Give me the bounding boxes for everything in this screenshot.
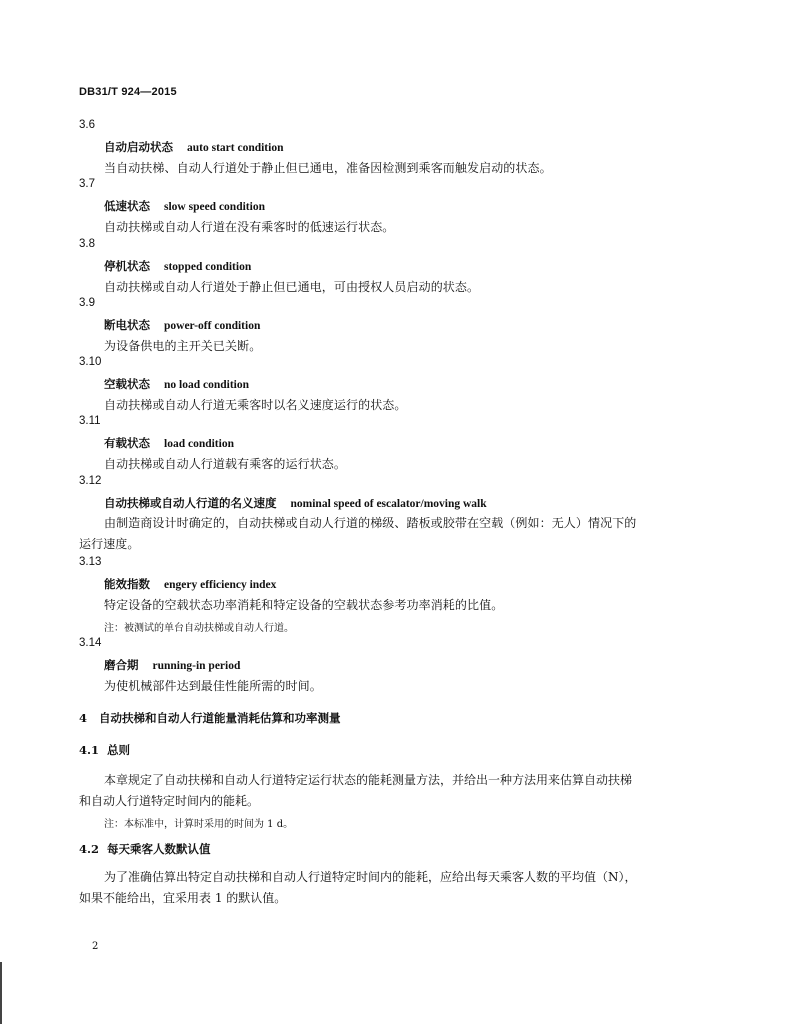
term-title-zh: 自动启动状态 — [104, 140, 173, 154]
term-title-en: engery efficiency index — [164, 578, 277, 591]
section-4-heading — [79, 710, 341, 726]
section-number: 4 — [79, 711, 88, 725]
term-definition: 自动扶梯或自动人行道处于静止但已通电，可由授权人员启动的状态。 — [104, 279, 480, 294]
term-title — [104, 657, 240, 673]
term-title-zh: 自动扶梯或自动人行道的名义速度 — [104, 495, 277, 510]
term-number: 3.9 — [79, 296, 95, 309]
term-title — [104, 258, 251, 274]
term-definition: 特定设备的空载状态功率消耗和特定设备的空载状态参考功率消耗的比值。 — [104, 597, 504, 612]
term-title-zh: 有载状态 — [104, 436, 150, 451]
term-definition: 由制造商设计时确定的，自动扶梯或自动人行道的梯级、踏板或胶带在空载（例如：无人）情况下的运行速度。 — [79, 515, 637, 551]
term-title-en: running-in period — [152, 659, 241, 672]
term-title-en: no load condition — [164, 379, 249, 392]
term-title — [104, 198, 265, 214]
term-3-12 — [0, 475, 791, 556]
term-title-zh: 低速状态 — [104, 199, 150, 214]
term-title-en: nominal speed of escalator/moving walk — [290, 497, 487, 510]
term-note: 注：被测试的单台自动扶梯或自动人行道。 — [104, 622, 294, 634]
term-definition: 自动扶梯或自动人行道无乘客时以名义速度运行的状态。 — [104, 398, 407, 413]
term-number: 3.14 — [79, 636, 102, 649]
term-title — [104, 139, 283, 155]
term-definition: 当自动扶梯、自动人行道处于静止但已通电，准备因检测到乘客而触发启动的状态。 — [104, 161, 552, 175]
section-4-2-heading — [79, 841, 211, 857]
section-4-1-note: 注：本标准中，计算时采用的时间为 1 d。 — [104, 819, 294, 830]
scan-edge-mark — [0, 962, 2, 1024]
term-3-11 — [0, 415, 791, 474]
term-title-en: load condition — [164, 438, 234, 451]
section-4-1-heading — [79, 742, 130, 758]
term-title-en: power-off condition — [164, 319, 261, 332]
term-number: 3.8 — [79, 237, 95, 250]
term-number: 3.11 — [79, 415, 101, 428]
term-definition: 自动扶梯或自动人行道在没有乘客时的低速运行状态。 — [104, 220, 395, 235]
term-title — [104, 317, 260, 333]
term-title — [104, 435, 234, 451]
term-title-zh: 磨合期 — [104, 657, 139, 672]
term-3-14 — [0, 637, 791, 696]
section-title: 每天乘客人数默认值 — [107, 842, 211, 856]
term-number: 3.13 — [79, 555, 102, 568]
term-title-zh: 停机状态 — [104, 258, 150, 273]
section-number: 4.1 — [79, 743, 100, 757]
term-3-8 — [0, 238, 791, 297]
term-number: 3.12 — [79, 474, 102, 487]
term-title-en: slow speed condition — [164, 201, 265, 214]
term-title-zh: 能效指数 — [104, 576, 150, 591]
page-number: 2 — [92, 941, 99, 952]
section-4-2-paragraph: 为了准确估算出特定自动扶梯和自动人行道特定时间内的能耗，应给出每天乘客人数的平均值（N），如果不能给出，宜采用表 1 的默认值。 — [79, 870, 637, 905]
document-id-header: DB31/T 924—2015 — [79, 86, 177, 98]
term-title — [104, 576, 276, 592]
term-list — [0, 119, 791, 696]
term-definition: 为设备供电的主开关已关断。 — [104, 338, 262, 353]
term-number: 3.10 — [79, 356, 102, 369]
term-definition: 自动扶梯或自动人行道载有乘客的运行状态。 — [104, 457, 347, 472]
term-3-7 — [0, 178, 791, 237]
term-3-13 — [0, 556, 791, 637]
section-4-1-paragraph: 本章规定了自动扶梯和自动人行道特定运行状态的能耗测量方法，并给出一种方法用来估算自动扶梯和自动人行道特定时间内的能耗。 — [79, 773, 633, 808]
term-3-10 — [0, 356, 791, 415]
section-title: 总则 — [107, 743, 130, 757]
term-title-en: auto start condition — [187, 142, 284, 154]
term-title-zh: 空载状态 — [104, 377, 150, 392]
term-title — [104, 495, 487, 511]
term-3-6 — [0, 119, 791, 178]
section-title: 自动扶梯和自动人行道能量消耗估算和功率测量 — [99, 711, 341, 725]
term-title — [104, 376, 249, 392]
term-number: 3.7 — [79, 178, 95, 191]
term-3-9 — [0, 297, 791, 356]
term-definition: 为使机械部件达到最佳性能所需的时间。 — [104, 678, 322, 693]
term-number: 3.6 — [79, 119, 95, 131]
term-title-en: stopped condition — [164, 260, 252, 273]
section-number: 4.2 — [79, 842, 100, 856]
term-title-zh: 断电状态 — [104, 317, 150, 332]
